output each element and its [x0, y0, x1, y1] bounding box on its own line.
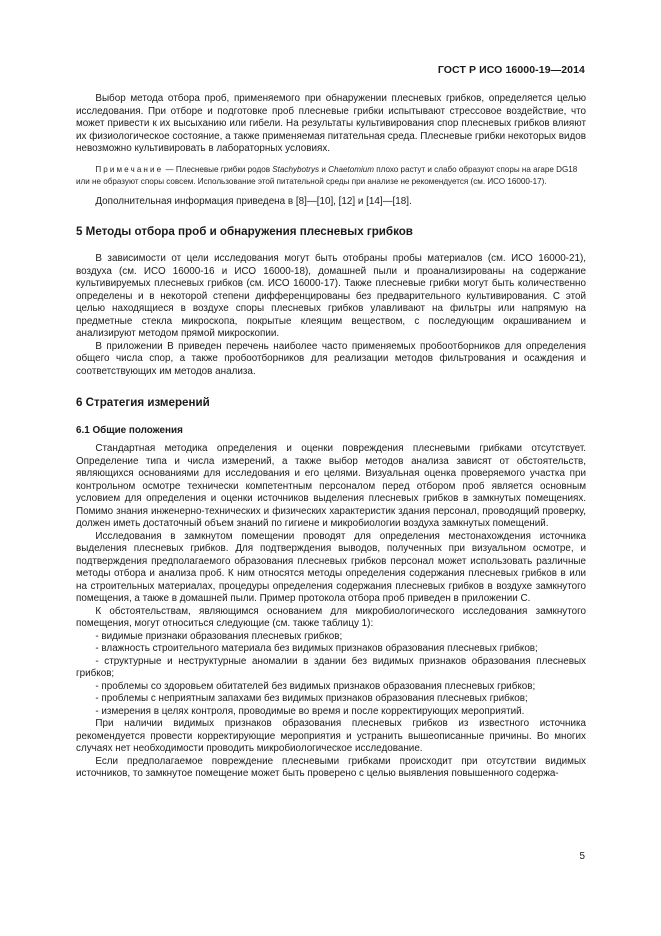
section-6-title: 6 Стратегия измерений [76, 396, 210, 409]
section-6-paragraph-4: При наличии видимых признаков образования плесневых грибков из известного источника рекомендуется провести корректирующие мероприятия и устранить вышеописанные причины. Во многих случаях нет необходимости проводить микробиологическое исследование. [76, 718, 586, 754]
note-label: Примечание [95, 164, 164, 174]
section-6-1-title: 6.1 Общие положения [76, 425, 183, 436]
page-number: 5 [579, 851, 585, 862]
list-item: - проблемы со здоровьем обитателей без видимых признаков образования плесневых грибков; [95, 680, 536, 692]
section-5-paragraph-2: В приложении В приведен перечень наиболее часто применяемых пробоотборников для определения общего числа спор, а также пробоотборников для реализации методов фильтрования и осаждения и соответствующих им методов анализа. [76, 340, 586, 377]
circumstances-list [76, 631, 586, 719]
section-6-paragraph-5: Если предполагаемое повреждение плесневыми грибками происходит при отсутствии видимых источников, то замкнутое помещение может быть проверено с целью выявления повышенного содержа- [76, 755, 586, 779]
section-6-paragraph-2: Исследования в замкнутом помещении проводят для определения местонахождения источника выделения плесневых грибков. Для подтверждения выводов, полученных при визуальном осмотре, и подтверждения предполагаемого образования плесневых грибков персонал может использовать различные методы отбора и анализа проб. К ним относятся методы определения содержания плесневых грибков в или на строительных материалах, процедуры определения содержания плесневых грибков в воздухе замкнутого помещения, а также в домашней пыли. Пример протокола отбора проб приведен в приложении С. [76, 530, 586, 604]
list-item: - измерения в целях контроля, проводимые во время и после корректирующих мероприятий. [95, 705, 525, 717]
note-genus-1: Stachybotrys [272, 164, 320, 174]
list-item: - проблемы с неприятным запахами без видимых признаков образования плесневых грибков; [95, 693, 528, 704]
note-text-3: плохо растут и слабо образуют споры на агаре DG18 или не образуют споры совсем. Использование этой питательной среды при анализе не рекомендуется (см. ИСО 16000-17). [76, 164, 578, 186]
page-content [76, 93, 586, 781]
intro-paragraph-2: Дополнительная информация приведена в [8]—[10], [12] и [14]—[18]. [95, 195, 412, 207]
section-6-paragraph-1: Стандартная методика определения и оценки повреждения плесневыми грибками отсутствует. Определение типа и числа измерений, а также выбор методов анализа зависят от обстоятельств, являющихся основаниями для исследования и его целями. Визуальная оценка проверяемого участка при контрольном осмотре технически компетентным персоналом перед отбором проб является основным условием для определения и оценки источников выделения плесневых грибков в замкнутых помещениях. Помимо знания инженерно-технических и физических характеристик здания персонал, проводящий проверку, должен иметь достаточный объем знаний по гигиене и микробиологии воздуха замкнутых помещений. [76, 443, 586, 529]
list-item: - структурные и неструктурные аномалии в здании без видимых признаков образования плесневых грибков; [76, 655, 586, 679]
section-5-paragraph-1: В зависимости от цели исследования могут быть отобраны пробы материалов (см. ИСО 16000-21), воздуха (см. ИСО 16000-16 и ИСО 16000-18), домашней пыли и проанализированы на содержание культивируемых плесневых грибков (см. ИСО 16000-17). Также плесневые грибки могут быть количественно определены и в некоторой степени дифференцированы без предварительного культивирования. С этой целью находящиеся в воздухе споры плесневых грибков улавливают на фильтры или напрямую на предметные стекла микроскопа, покрытые клеящим веществом, с последующим окрашиванием и анализируют методом прямой микроскопии. [76, 253, 586, 339]
section-5-title: 5 Методы отбора проб и обнаружения плесневых грибков [76, 225, 413, 238]
document-header: ГОСТ Р ИСО 16000-19—2014 [437, 64, 585, 76]
list-item: - влажность строительного материала без видимых признаков образования плесневых грибков; [95, 643, 538, 654]
note-text-1: — Плесневые грибки родов [163, 164, 273, 174]
note-text-2: и [319, 164, 329, 174]
note-genus-2: Chaetomium [328, 164, 374, 174]
intro-paragraph-1: Выбор метода отбора проб, применяемого при обнаружении плесневых грибков, определяется целью исследования. При отборе и подготовке проб плесневые грибки испытывают стрессовое воздействие, что может привести к их высыханию или гибели. На результаты культивирования спор плесневых грибков влияют их физиологическое состояние, а также применяемая питательная среда. Плесневые грибки некоторых видов невозможно культивировать в лабораторных условиях. [76, 93, 586, 154]
list-item: - видимые признаки образования плесневых грибков; [95, 630, 343, 642]
note-block [76, 164, 586, 188]
section-6-paragraph-3: К обстоятельствам, являющимся основанием для микробиологического исследования замкнутого помещения, могут относиться следующие (см. также таблицу 1): [76, 605, 586, 629]
